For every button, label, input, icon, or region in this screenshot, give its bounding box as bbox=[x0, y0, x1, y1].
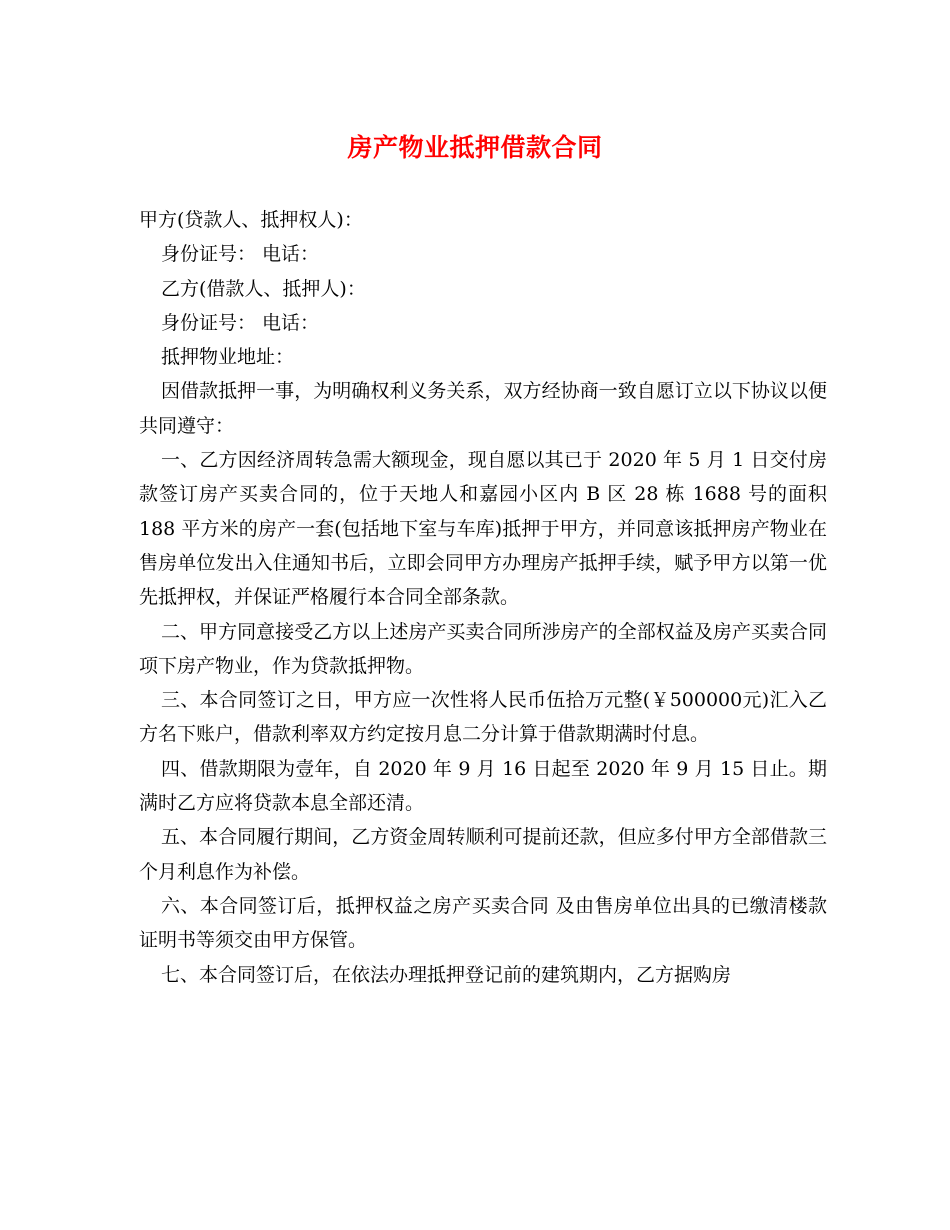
property-address-line: 抵押物业地址： bbox=[161, 346, 295, 369]
party-a-line: 甲方(贷款人、抵押权人)： bbox=[139, 209, 363, 231]
document-body bbox=[139, 203, 827, 992]
paragraph-clause-4: 四、借款期限为壹年，自 2020 年 9 月 16 日起至 2020 年 9 月 15 日止。期满时乙方应将贷款本息全部还清。 bbox=[139, 757, 827, 815]
paragraph-clause-1: 一、乙方因经济周转急需大额现金，现自愿以其已于 2020 年 5 月 1 日交付房款签订房产买卖合同的，位于天地人和嘉园小区内 B 区 28 栋 1688 号的面积 188 平方米的房产一套(包括地下室与车库)抵押于甲方，并同意该抵押房产物业在售房单位发出入住通知书后，立即会同甲方办理房产抵押手续，赋予甲方以第一优先抵押权，并保证严格履行本合同全部条款。 bbox=[139, 449, 827, 609]
paragraph-clause-5: 五、本合同履行期间，乙方资金周转顺利可提前还款，但应多付甲方全部借款三个月利息作为补偿。 bbox=[139, 826, 827, 883]
paragraph-clause-6: 六、本合同签订后，抵押权益之房产买卖合同 及由售房单位出具的已缴清楼款证明书等须交由甲方保管。 bbox=[139, 894, 827, 952]
paragraph-clause-3: 三、本合同签订之日，甲方应一次性将人民币伍拾万元整(￥500000元)汇入乙方名下账户，借款利率双方约定按月息二分计算于借款期满时付息。 bbox=[139, 689, 827, 746]
paragraph-clause-7: 七、本合同签订后，在依法办理抵押登记前的建筑期内，乙方据购房 bbox=[161, 963, 732, 986]
party-a-contact-line: 身份证号： 电话： bbox=[161, 243, 320, 266]
paragraph-clause-2: 二、甲方同意接受乙方以上述房产买卖合同所涉房产的全部权益及房产买卖合同项下房产物业，作为贷款抵押物。 bbox=[139, 620, 827, 677]
document-title: 房产物业抵押借款合同 bbox=[347, 133, 603, 162]
paragraph-preamble: 因借款抵押一事，为明确权利义务关系，双方经协商一致自愿订立以下协议以便共同遵守： bbox=[139, 380, 827, 437]
party-b-line: 乙方(借款人、抵押人)： bbox=[161, 277, 366, 300]
party-b-contact-line: 身份证号： 电话： bbox=[161, 311, 320, 334]
